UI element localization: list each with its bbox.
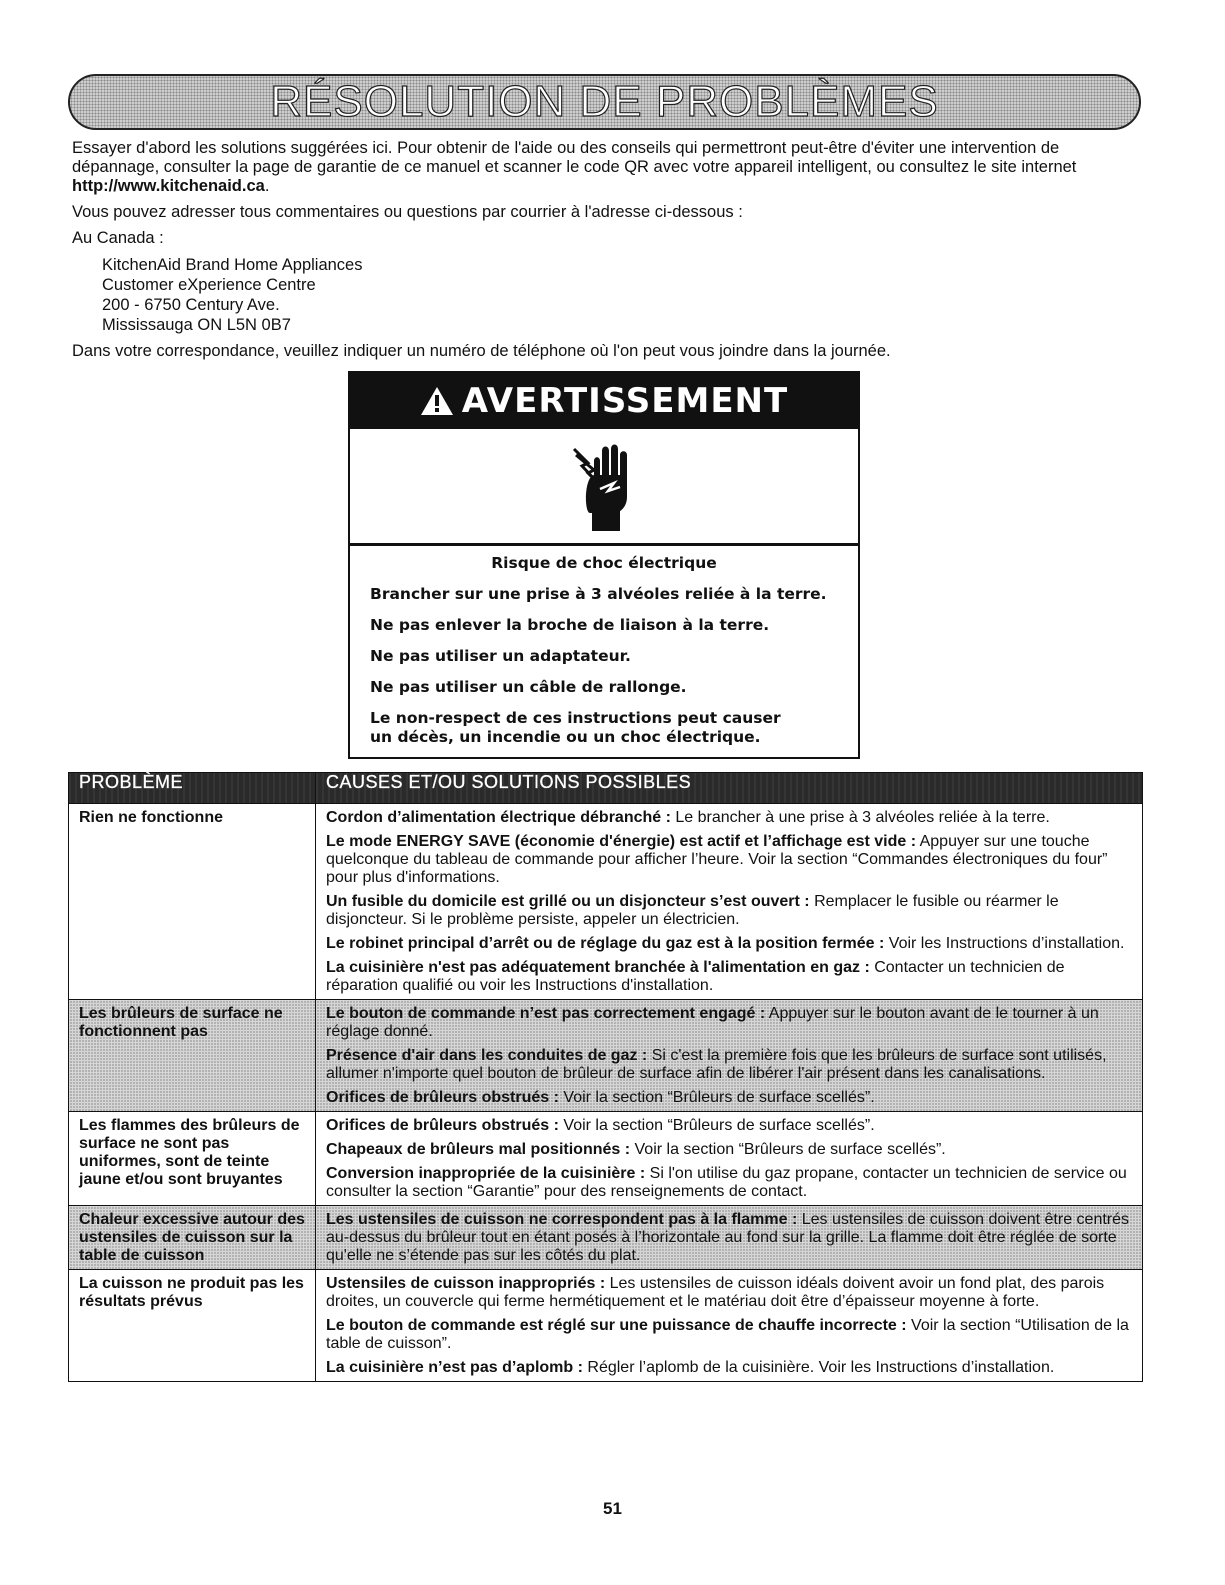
column-header-causes: CAUSES ET/OU SOLUTIONS POSSIBLES: [316, 773, 1143, 804]
cause-text: Contacter un technicien de réparation qualifié ou voir les Instructions d'installation.: [326, 959, 1065, 994]
correspondence-note: Dans votre correspondance, veuillez indiquer un numéro de téléphone où l'on peut vous joindre dans la journée.: [72, 342, 891, 360]
cause-text: Les ustensiles de cuisson idéals doivent avoir un fond plat, des parois droites, un couvercle qui ferme hermétiquement et le matériau doit être d’épaisseur moyenne à forte.: [326, 1275, 1105, 1310]
table-row: [69, 1000, 1143, 1112]
cause-title: Le bouton de commande n’est pas correctement engagé :: [326, 1005, 766, 1022]
cause-title: Présence d'air dans les conduites de gaz :: [326, 1047, 648, 1064]
cause-item: [326, 1359, 1132, 1377]
table-row: [69, 1206, 1143, 1270]
cause-item: [326, 1275, 1132, 1311]
cause-text: Voir la section “Brûleurs de surface scellés”.: [630, 1141, 946, 1158]
causes-cell: [316, 1000, 1143, 1112]
cause-text: Remplacer le fusible ou réarmer le disjoncteur. Si le problème persiste, appeler un électricien.: [326, 893, 1059, 928]
troubleshooting-table: [68, 772, 1143, 1382]
warning-line: Ne pas utiliser un câble de rallonge.: [370, 678, 687, 696]
cause-title: Ustensiles de cuisson inappropriés :: [326, 1275, 606, 1292]
warning-line: Ne pas utiliser un adaptateur.: [370, 647, 631, 665]
causes-cell: [316, 1270, 1143, 1382]
warning-line: Ne pas enlever la broche de liaison à la terre.: [370, 616, 770, 634]
cause-text: Si c'est la première fois que les brûleurs de surface sont utilisés, allumer n'importe quel bouton de brûleur de surface afin de libérer l'air présent dans les canalisations.: [326, 1047, 1107, 1082]
cause-text: Le brancher à une prise à 3 alvéoles reliée à la terre.: [670, 809, 1050, 826]
cause-title: Les ustensiles de cuisson ne correspondent pas à la flamme :: [326, 1211, 798, 1228]
cause-item: [326, 809, 1132, 827]
cause-text: Appuyer sur le bouton avant de le tourner à un réglage donné.: [326, 1005, 1099, 1040]
intro-text-suffix: .: [264, 177, 270, 195]
cause-text: Voir les Instructions d’installation.: [884, 935, 1125, 952]
intro-section: [72, 139, 1140, 368]
cause-item: [326, 1047, 1132, 1083]
cause-text: Voir la section “Utilisation de la table de cuisson”.: [326, 1317, 1129, 1352]
cause-title: Le mode ENERGY SAVE (économie d'énergie) est actif et l’affichage est vide :: [326, 833, 917, 850]
address-line: Customer eXperience Centre: [102, 276, 316, 294]
cause-item: [326, 1089, 1132, 1107]
contact-paragraph: Vous pouvez adresser tous commentaires ou questions par courrier à l'adresse ci-dessous :: [72, 203, 743, 221]
address-line: KitchenAid Brand Home Appliances: [102, 256, 363, 274]
warning-consequence-line: un décès, un incendie ou un choc électrique.: [370, 728, 761, 746]
warning-header: [350, 373, 858, 429]
website-link[interactable]: http://www.kitchenaid.ca: [72, 177, 265, 195]
problem-cell: Les flammes des brûleurs de surface ne sont pas uniformes, sont de teinte jaune et/ou sont bruyantes: [69, 1112, 316, 1206]
problem-cell: Rien ne fonctionne: [69, 804, 316, 1000]
warning-text: [350, 546, 858, 747]
cause-title: La cuisinière n'est pas adéquatement branchée à l'alimentation en gaz :: [326, 959, 870, 976]
cause-title: Chapeaux de brûleurs mal positionnés :: [326, 1141, 631, 1158]
warning-subtitle: Risque de choc électrique: [491, 554, 717, 572]
cause-item: [326, 1117, 1132, 1135]
page-title: RÉSOLUTION DE PROBLÈMES: [270, 77, 939, 126]
cause-item: [326, 833, 1132, 887]
causes-cell: [316, 804, 1143, 1000]
causes-cell: [316, 1206, 1143, 1270]
problem-cell: Chaleur excessive autour des ustensiles de cuisson sur la table de cuisson: [69, 1206, 316, 1270]
cause-text: Si l'on utilise du gaz propane, contacter un technicien de service ou consulter la section “Garantie” pour des renseignements de contact.: [326, 1165, 1127, 1200]
cause-title: Orifices de brûleurs obstrués :: [326, 1117, 559, 1134]
cause-item: [326, 1141, 1132, 1159]
canada-label: Au Canada :: [72, 229, 164, 247]
cause-title: Orifices de brûleurs obstrués :: [326, 1089, 559, 1106]
cause-item: [326, 935, 1132, 953]
cause-text: Voir la section “Brûleurs de surface scellés”.: [558, 1117, 875, 1134]
intro-paragraph: [72, 139, 1140, 196]
problem-cell: La cuisson ne produit pas les résultats prévus: [69, 1270, 316, 1382]
cause-text: Les ustensiles de cuisson doivent être centrés au-dessus du brûleur tout en étant posés à l’horizontale au fond sur la grille. La flamme doit être réglée de sorte qu'elle ne s’étende pas sur les côtés du plat.: [326, 1211, 1130, 1264]
page-title-banner: [68, 74, 1141, 130]
cause-title: La cuisinière n’est pas d’aplomb :: [326, 1359, 583, 1376]
table-row: [69, 1270, 1143, 1382]
cause-text: Voir la section “Brûleurs de surface scellés”.: [558, 1089, 875, 1106]
table-row: [69, 1112, 1143, 1206]
address-line: 200 - 6750 Century Ave.: [102, 296, 280, 314]
cause-item: [326, 1211, 1132, 1265]
cause-item: [326, 1317, 1132, 1353]
column-header-problem: PROBLÈME: [69, 773, 316, 804]
mailing-address: [102, 255, 1140, 335]
cause-title: Conversion inappropriée de la cuisinière :: [326, 1165, 646, 1182]
causes-cell: [316, 1112, 1143, 1206]
cause-item: [326, 893, 1132, 929]
table-row: [69, 804, 1143, 1000]
warning-consequence-line: Le non-respect de ces instructions peut causer: [370, 709, 781, 727]
cause-title: Le bouton de commande est réglé sur une puissance de chauffe incorrecte :: [326, 1317, 907, 1334]
cause-title: Cordon d’alimentation électrique débranché :: [326, 809, 671, 826]
page-number: 51: [603, 1499, 622, 1518]
cause-item: [326, 1165, 1132, 1201]
warning-box: [348, 371, 860, 759]
warning-consequence: [370, 709, 838, 747]
electric-shock-hand-icon: [350, 429, 858, 546]
intro-text: Essayer d'abord les solutions suggérées ici. Pour obtenir de l'aide ou des conseils qui permettront peut-être d'éviter une intervention de dépannage, consulter la page de garantie de ce manuel et scanner le code QR avec votre appareil intelligent, ou consultez le site internet: [72, 139, 1077, 176]
cause-item: [326, 1005, 1132, 1041]
cause-title: Un fusible du domicile est grillé ou un disjoncteur s’est ouvert :: [326, 893, 810, 910]
table-header-row: [69, 773, 1143, 804]
warning-title: AVERTISSEMENT: [461, 381, 789, 421]
cause-text: Régler l’aplomb de la cuisinière. Voir les Instructions d’installation.: [582, 1359, 1055, 1376]
cause-item: [326, 959, 1132, 995]
cause-title: Le robinet principal d’arrêt ou de réglage du gaz est à la position fermée :: [326, 935, 885, 952]
address-line: Mississauga ON L5N 0B7: [102, 316, 291, 334]
problem-cell: Les brûleurs de surface ne fonctionnent pas: [69, 1000, 316, 1112]
warning-line: Brancher sur une prise à 3 alvéoles reliée à la terre.: [370, 585, 827, 603]
cause-text: Appuyer sur une touche quelconque du tableau de commande pour afficher l’heure. Voir la section “Commandes électroniques du four” pour plus d'informations.: [326, 833, 1108, 886]
warning-triangle-icon: [420, 386, 454, 416]
